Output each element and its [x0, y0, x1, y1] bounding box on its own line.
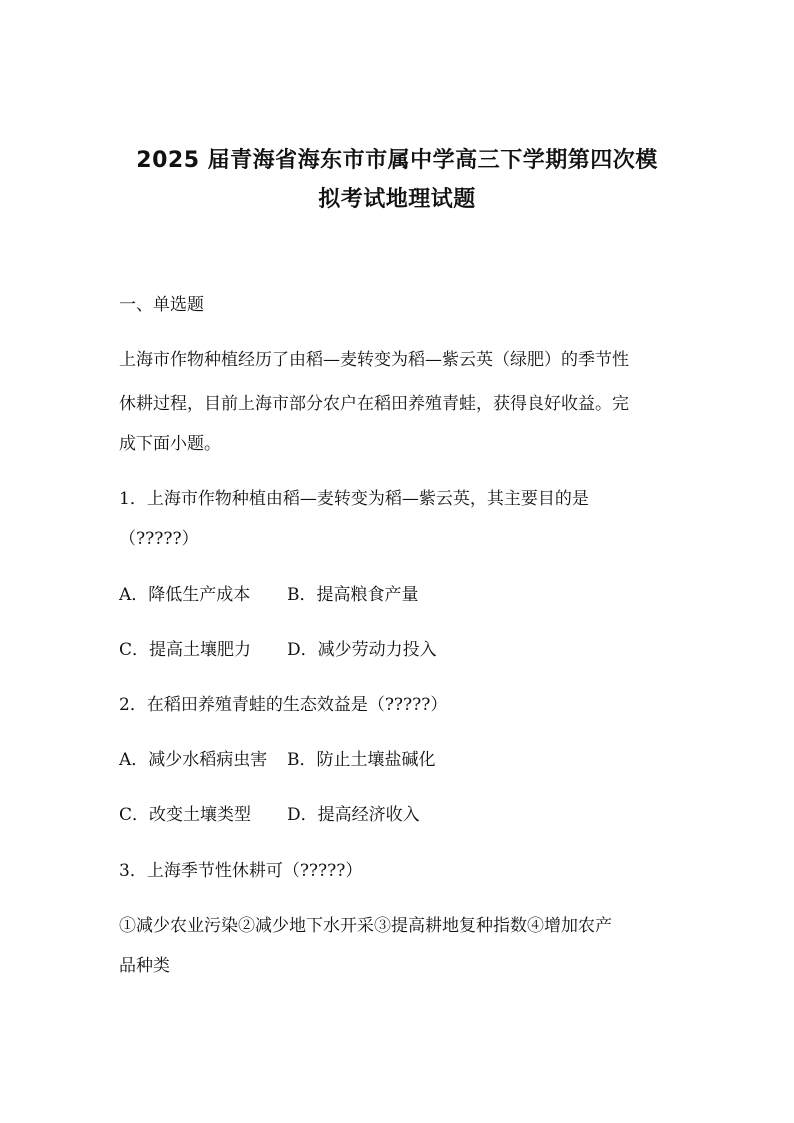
question-2-stem: 2．在稻田养殖青蛙的生态效益是（?????） — [119, 695, 448, 715]
question-1-stem-line-2: （?????） — [119, 529, 199, 549]
passage-line-1: 上海市作物种植经历了由稻—麦转变为稻—紫云英（绿肥）的季节性 — [119, 350, 629, 370]
question-1-options-row-2 — [119, 638, 679, 662]
question-1-option-a[interactable]: A．降低生产成本 — [119, 585, 251, 605]
question-2-option-d[interactable]: D．提高经济收入 — [287, 805, 420, 825]
question-1-stem-line-1: 1．上海市作物种植由稻—麦转变为稻—紫云英，其主要目的是 — [119, 489, 589, 509]
question-1-option-c[interactable]: C．提高土壤肥力 — [119, 640, 252, 660]
passage-line-2: 休耕过程，目前上海市部分农户在稻田养殖青蛙，获得良好收益。完 — [119, 394, 629, 414]
document-title-line-2: 拟考试地理试题 — [318, 187, 476, 212]
question-3-items-line-1: ①减少农业污染②减少地下水开采③提高耕地复种指数④增加农产 — [119, 916, 612, 936]
passage-line-3: 成下面小题。 — [119, 434, 221, 454]
question-3-stem: 3．上海季节性休耕可（?????） — [119, 861, 363, 881]
question-2-option-c[interactable]: C．改变土壤类型 — [119, 805, 252, 825]
question-2-option-b[interactable]: B．防止土壤盐碱化 — [287, 750, 436, 770]
section-heading: 一、单选题 — [119, 295, 204, 315]
question-2-options-row-2 — [119, 803, 679, 827]
question-2-options-row-1 — [119, 748, 679, 772]
question-1-option-b[interactable]: B．提高粮食产量 — [287, 585, 419, 605]
question-1-option-d[interactable]: D．减少劳动力投入 — [287, 640, 437, 660]
document-title-line-1: 2025 届青海省海东市市属中学高三下学期第四次模 — [136, 148, 658, 173]
question-2-option-a[interactable]: A．减少水稻病虫害 — [119, 750, 268, 770]
question-3-items-line-2: 品种类 — [119, 956, 170, 976]
question-1-options-row-1 — [119, 583, 679, 607]
